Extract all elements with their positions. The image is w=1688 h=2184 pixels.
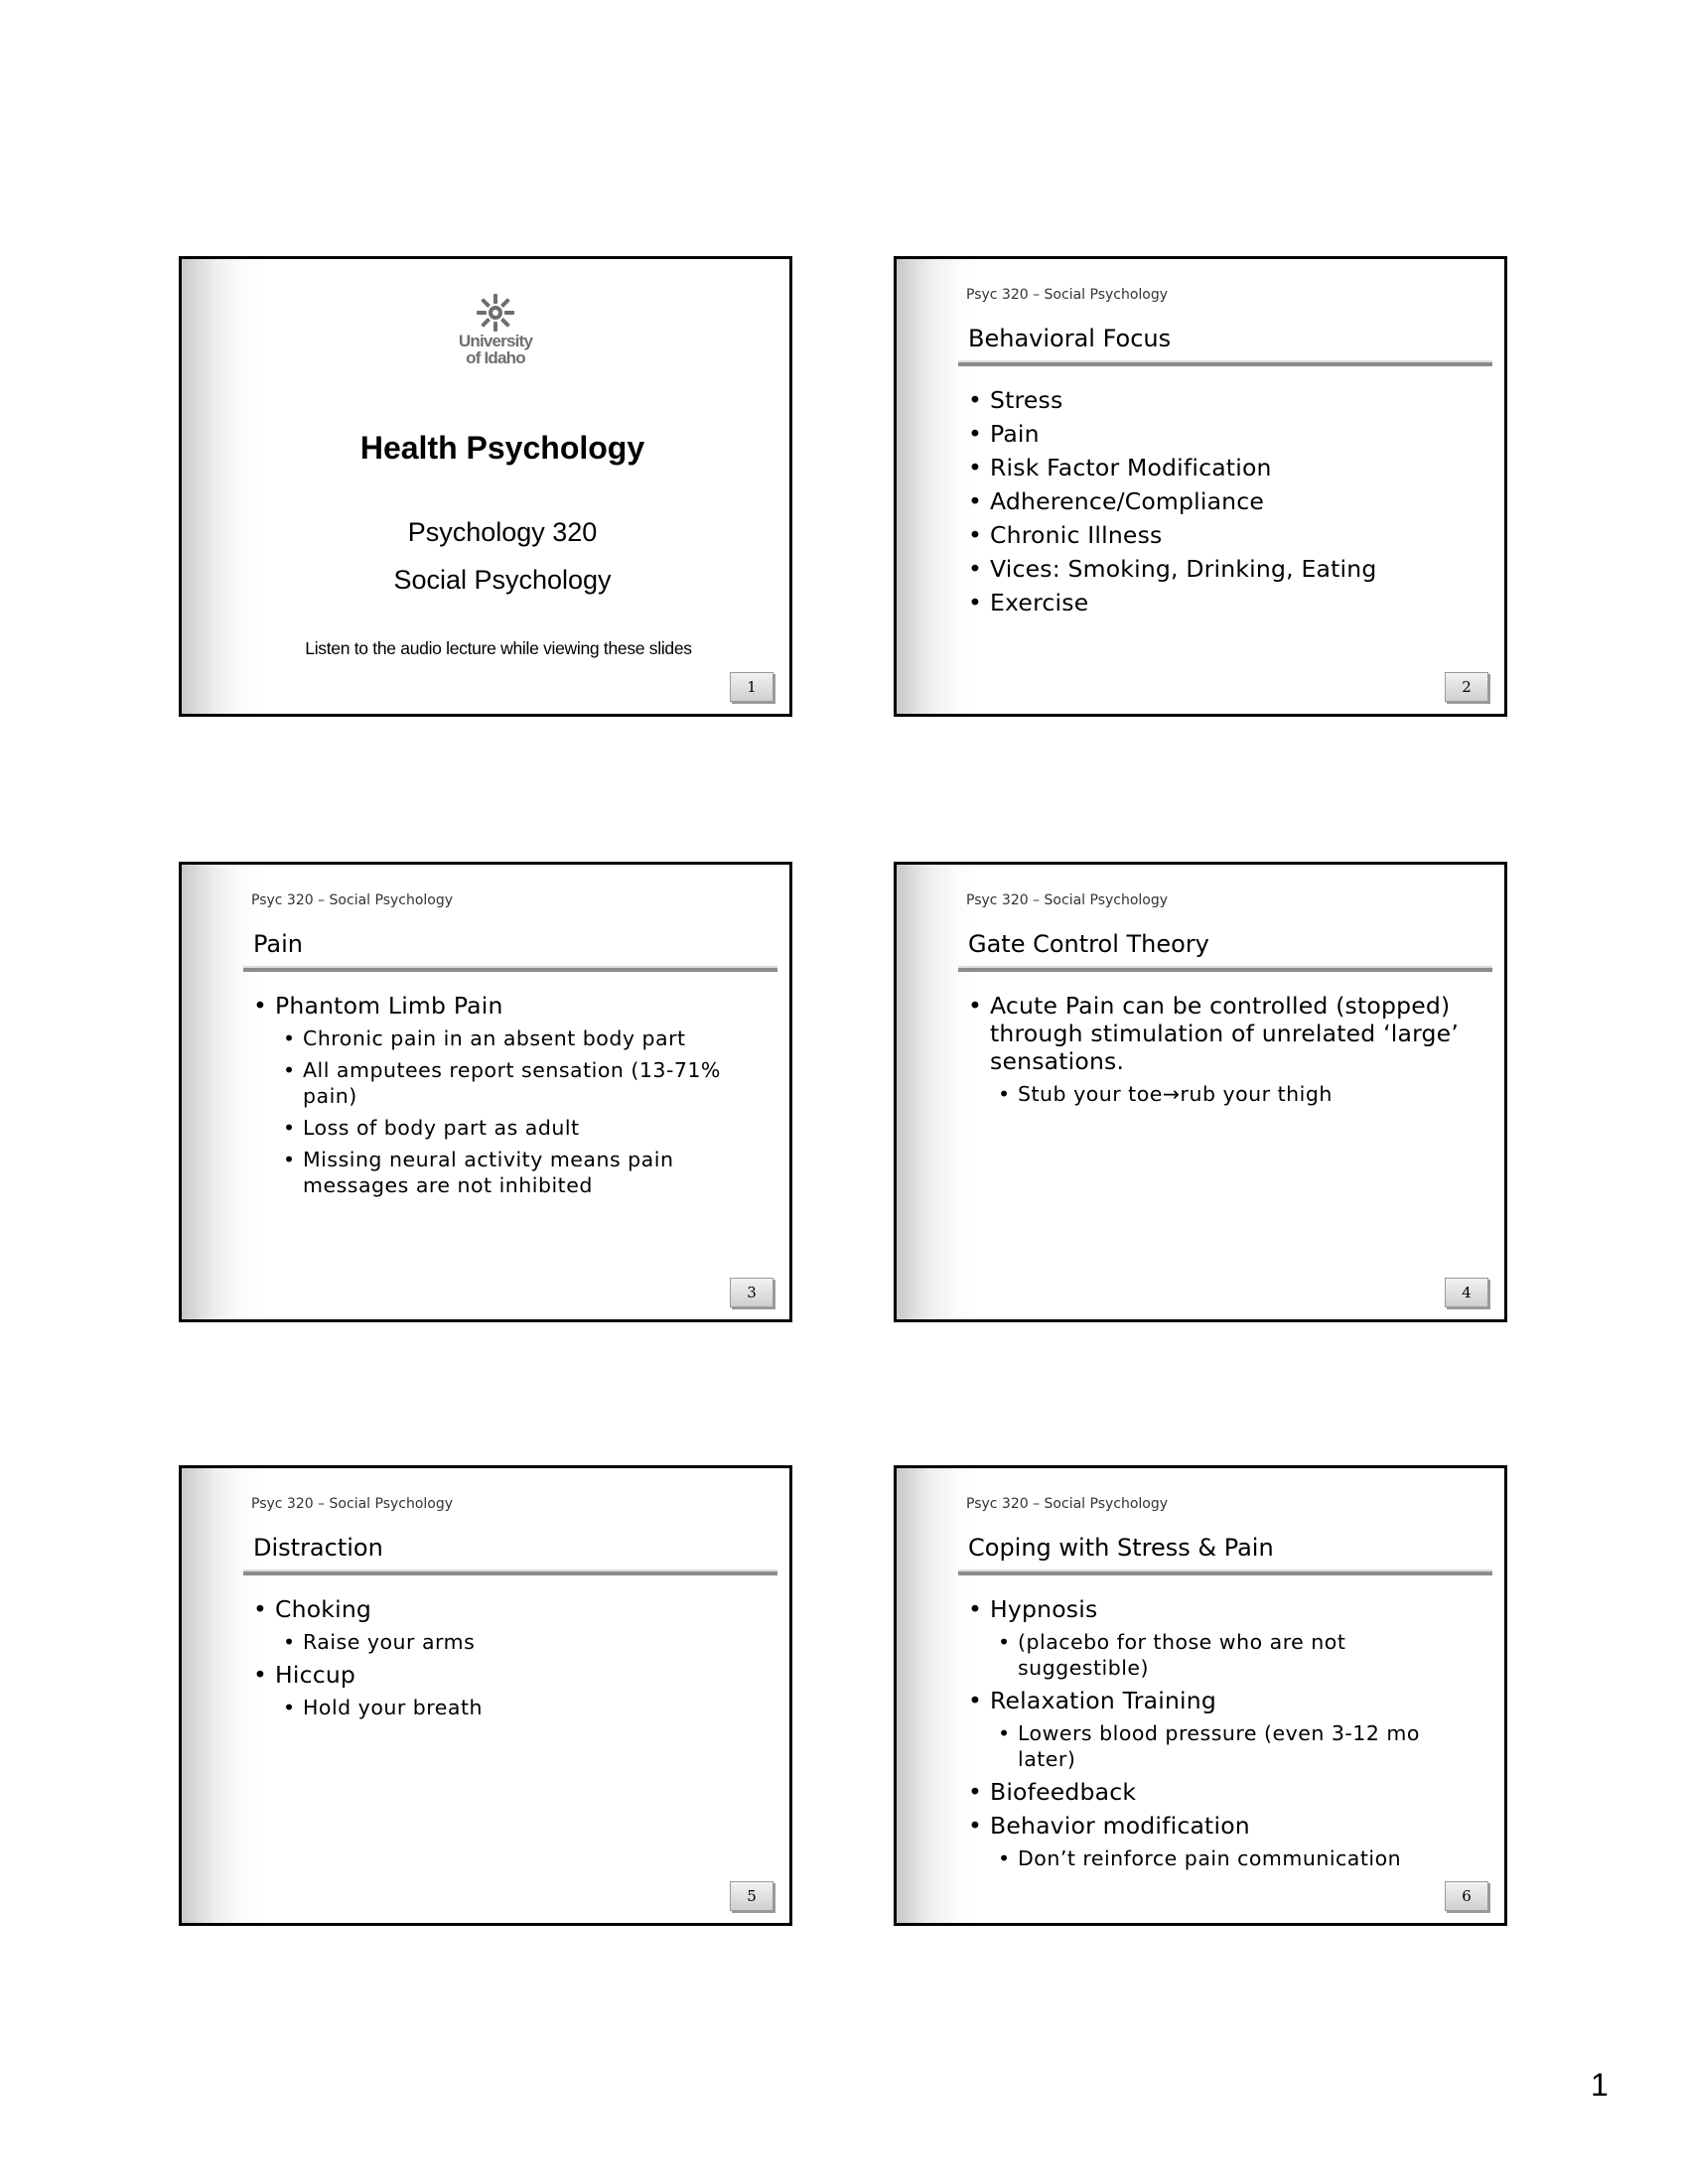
title-divider bbox=[958, 1570, 1492, 1575]
bullet-list bbox=[253, 1595, 762, 1726]
title-divider bbox=[243, 966, 777, 972]
bullet-list bbox=[968, 992, 1477, 1113]
title-divider bbox=[958, 966, 1492, 972]
course-subject: Social Psychology bbox=[393, 565, 612, 595]
audio-note: Listen to the audio lecture while viewing these slides bbox=[305, 638, 692, 658]
page-number: 1 bbox=[1591, 2067, 1609, 2103]
sub-bullet-item: • Missing neural activity means pain messages are not inhibited bbox=[283, 1147, 762, 1198]
bullet-item: • Pain bbox=[968, 420, 1477, 448]
sub-bullet-item: • Stub your toe→rub your thigh bbox=[998, 1081, 1477, 1107]
slide-header: Psyc 320 – Social Psychology bbox=[966, 1496, 1169, 1512]
bullet-list bbox=[968, 1595, 1477, 1877]
slide-title: Distraction bbox=[253, 1534, 383, 1562]
slide-number: 3 bbox=[730, 1278, 774, 1307]
slide-header: Psyc 320 – Social Psychology bbox=[251, 892, 454, 908]
slide-number: 4 bbox=[1445, 1278, 1488, 1307]
slide-4 bbox=[894, 862, 1507, 1322]
course-name: Psychology 320 bbox=[407, 517, 598, 547]
slide-title: Coping with Stress & Pain bbox=[968, 1534, 1274, 1562]
logo-line-1: University bbox=[458, 332, 533, 350]
sub-bullet-item: • Chronic pain in an absent body part bbox=[283, 1025, 762, 1051]
slide-3 bbox=[179, 862, 792, 1322]
sub-bullet-item: • Hold your breath bbox=[283, 1695, 762, 1720]
bullet-item: • Choking bbox=[253, 1595, 762, 1623]
title-divider bbox=[958, 360, 1492, 366]
bullet-item: • Chronic Illness bbox=[968, 521, 1477, 549]
slide-title: Pain bbox=[253, 930, 303, 958]
sub-bullet-item: • Lowers blood pressure (even 3-12 mo later) bbox=[998, 1720, 1477, 1772]
sub-bullet-item: • Loss of body part as adult bbox=[283, 1115, 762, 1141]
slide-6 bbox=[894, 1465, 1507, 1926]
bullet-item: • Exercise bbox=[968, 589, 1477, 616]
bullet-item: • Acute Pain can be controlled (stopped) through stimulation of unrelated ‘large’ sensations. bbox=[968, 992, 1477, 1075]
university-logo bbox=[436, 293, 555, 366]
slide-header: Psyc 320 – Social Psychology bbox=[251, 1496, 454, 1512]
title-divider bbox=[243, 1570, 777, 1575]
bullet-item: • Hiccup bbox=[253, 1661, 762, 1689]
deck-title: Health Psychology bbox=[359, 430, 645, 466]
sunburst-logo-icon bbox=[474, 293, 517, 333]
bullet-list bbox=[968, 386, 1477, 622]
sub-bullet-item: • Raise your arms bbox=[283, 1629, 762, 1655]
logo-line-2: of Idaho bbox=[466, 348, 525, 367]
bullet-item: • Behavior modification bbox=[968, 1812, 1477, 1840]
bullet-item: • Phantom Limb Pain bbox=[253, 992, 762, 1020]
slide-title: Gate Control Theory bbox=[968, 930, 1209, 958]
slide-number: 5 bbox=[730, 1881, 774, 1911]
bullet-item: • Relaxation Training bbox=[968, 1687, 1477, 1714]
bullet-item: • Stress bbox=[968, 386, 1477, 414]
bullet-item: • Biofeedback bbox=[968, 1778, 1477, 1806]
slide-5 bbox=[179, 1465, 792, 1926]
slide-title: Behavioral Focus bbox=[968, 325, 1172, 352]
slide-1 bbox=[179, 256, 792, 717]
slide-number: 6 bbox=[1445, 1881, 1488, 1911]
slide-number: 1 bbox=[730, 672, 774, 702]
sub-bullet-item: • Don’t reinforce pain communication bbox=[998, 1845, 1477, 1871]
bullet-item: • Vices: Smoking, Drinking, Eating bbox=[968, 555, 1477, 583]
slide-2 bbox=[894, 256, 1507, 717]
bullet-item: • Risk Factor Modification bbox=[968, 454, 1477, 481]
slide-header: Psyc 320 – Social Psychology bbox=[966, 892, 1169, 908]
bullet-item: • Hypnosis bbox=[968, 1595, 1477, 1623]
sub-bullet-item: • (placebo for those who are not suggestible) bbox=[998, 1629, 1477, 1681]
slide-number: 2 bbox=[1445, 672, 1488, 702]
sub-bullet-item: • All amputees report sensation (13-71% pain) bbox=[283, 1057, 762, 1109]
slide-header: Psyc 320 – Social Psychology bbox=[966, 287, 1169, 303]
bullet-list bbox=[253, 992, 762, 1204]
bullet-item: • Adherence/Compliance bbox=[968, 487, 1477, 515]
